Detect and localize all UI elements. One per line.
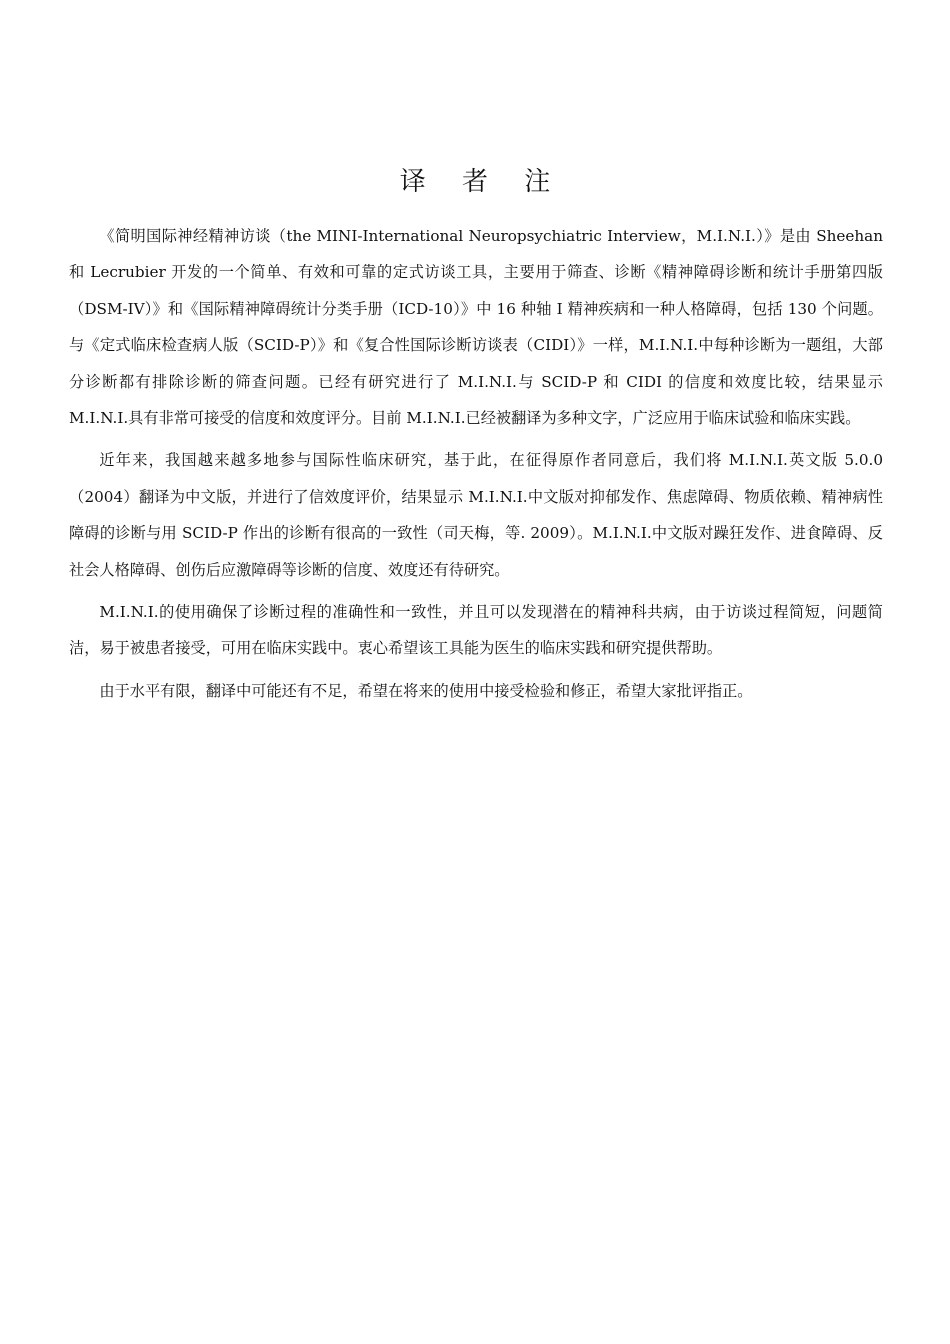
page-title: 译 者 注 [399,167,565,197]
paragraph-1: 《简明国际神经精神访谈（the MINI-International Neuropsychiatric Interview，M.I.N.I.）》是由 Sheehan 和 Lecrubier 开发的一个简单、有效和可靠的定式访谈工具，主要用于筛查、诊断《精神障碍诊断和统计手册第四版（DSM-IV）》和《国际精神障碍统计分类手册（ICD-10）》中 16 种轴 I 精神疾病和一种人格障碍，包括 130 个问题。与《定式临床检查病人版（SCID-P）》和《复合性国际诊断访谈表（CIDI）》一样，M.I.N.I.中每种诊断为一题组，大部分诊断都有排除诊断的筛查问题。已经有研究进行了 M.I.N.I.与 SCID-P 和 CIDI 的信度和效度比较，结果显示 M.I.N.I.具有非常可接受的信度和效度评分。目前 M.I.N.I.已经被翻译为多种文字，广泛应用于临床试验和临床实践。 [69,227,883,428]
body-text [69,218,883,715]
paragraph-3: M.I.N.I.的使用确保了诊断过程的准确性和一致性，并且可以发现潜在的精神科共病，由于访谈过程简短，问题简洁，易于被患者接受，可用在临床实践中。衷心希望该工具能为医生的临床实践和研究提供帮助。 [69,603,883,658]
paragraph-2: 近年来，我国越来越多地参与国际性临床研究，基于此，在征得原作者同意后，我们将 M.I.N.I.英文版 5.0.0（2004）翻译为中文版，并进行了信效度评价，结果显示 M.I.N.I.中文版对抑郁发作、焦虑障碍、物质依赖、精神病性障碍的诊断与用 SCID-P 作出的诊断有很高的一致性（司天梅，等. 2009）。M.I.N.I.中文版对躁狂发作、进食障碍、反社会人格障碍、创伤后应激障碍等诊断的信度、效度还有待研究。 [69,451,883,579]
paragraph-4: 由于水平有限，翻译中可能还有不足，希望在将来的使用中接受检验和修正，希望大家批评指正。 [99,681,753,700]
